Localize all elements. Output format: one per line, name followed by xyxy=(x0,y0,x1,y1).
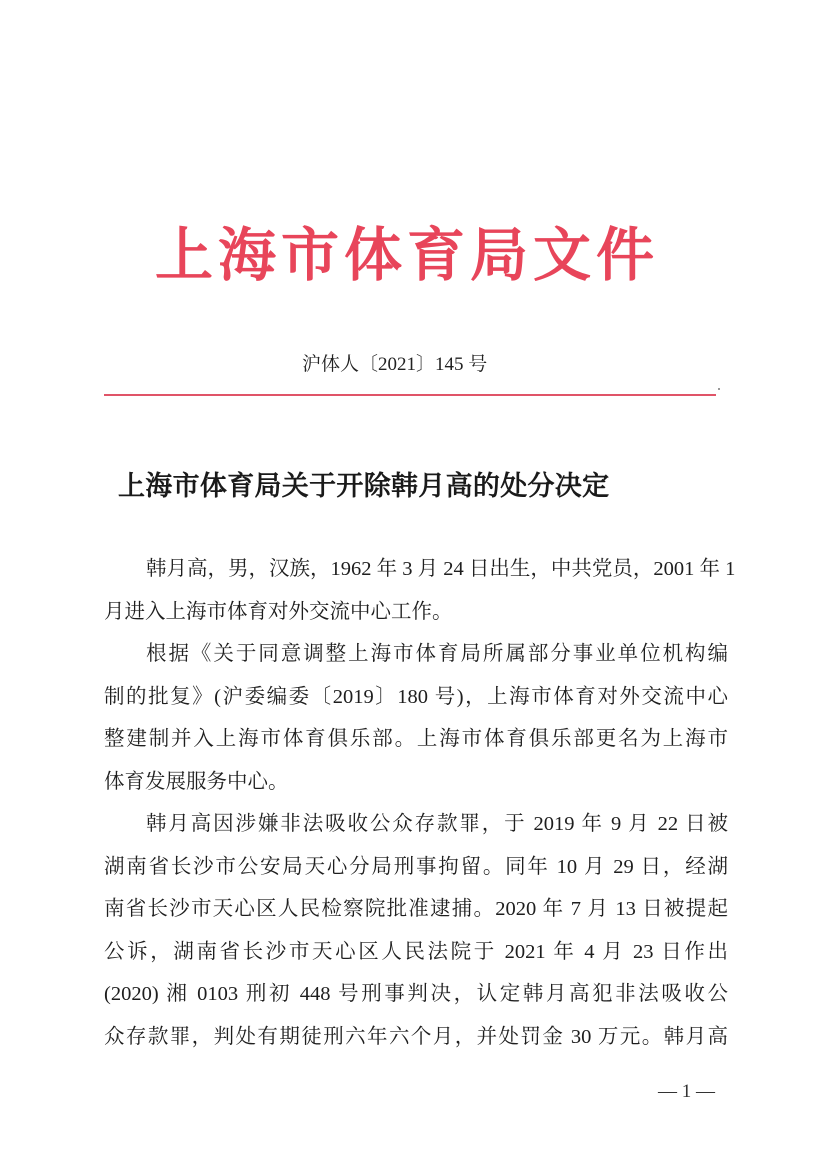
text-line: 南省长沙市天心区人民检察院批准逮捕。2020 年 7 月 13 日被提起 xyxy=(104,898,728,920)
text-line: 整建制并入上海市体育俱乐部。上海市体育俱乐部更名为上海市 xyxy=(104,728,728,750)
text-line: 制的批复》(沪委编委〔2019〕180 号)，上海市体育对外交流中心 xyxy=(104,685,728,708)
text-line: 根据《关于同意调整上海市体育局所属部分事业单位机构编 xyxy=(146,643,728,665)
page-number: — 1 — xyxy=(658,1081,715,1102)
paragraph-criminal-case xyxy=(104,803,728,1058)
paragraph-personal-info xyxy=(104,548,736,633)
separator-dot xyxy=(718,388,720,390)
text-line: 月进入上海市体育对外交流中心工作。 xyxy=(104,600,453,623)
issuer-red-header: 上海市体育局文件 xyxy=(155,221,660,289)
text-line: 众存款罪，判处有期徒刑六年六个月，并处罚金 30 万元。韩月高 xyxy=(104,1025,728,1048)
text-line: 韩月高因涉嫌非法吸收公众存款罪，于 2019 年 9 月 22 日被 xyxy=(146,813,728,835)
document-body xyxy=(104,548,736,1058)
red-separator-line xyxy=(104,394,716,396)
document-title: 上海市体育局关于开除韩月高的处分决定 xyxy=(118,471,610,502)
document-number: 沪体人〔2021〕145 号 xyxy=(302,354,488,375)
text-line: (2020) 湘 0103 刑初 448 号刑事判决，认定韩月高犯非法吸收公 xyxy=(104,983,728,1005)
text-line: 湖南省长沙市公安局天心分局刑事拘留。同年 10 月 29 日，经湖 xyxy=(104,855,728,878)
text-line: 体育发展服务中心。 xyxy=(104,770,289,793)
text-line: 公诉，湖南省长沙市天心区人民法院于 2021 年 4 月 23 日作出 xyxy=(104,940,728,963)
text-line: 韩月高，男，汉族，1962 年 3 月 24 日出生，中共党员，2001 年 1 xyxy=(146,558,736,580)
paragraph-organization-change xyxy=(104,633,728,803)
